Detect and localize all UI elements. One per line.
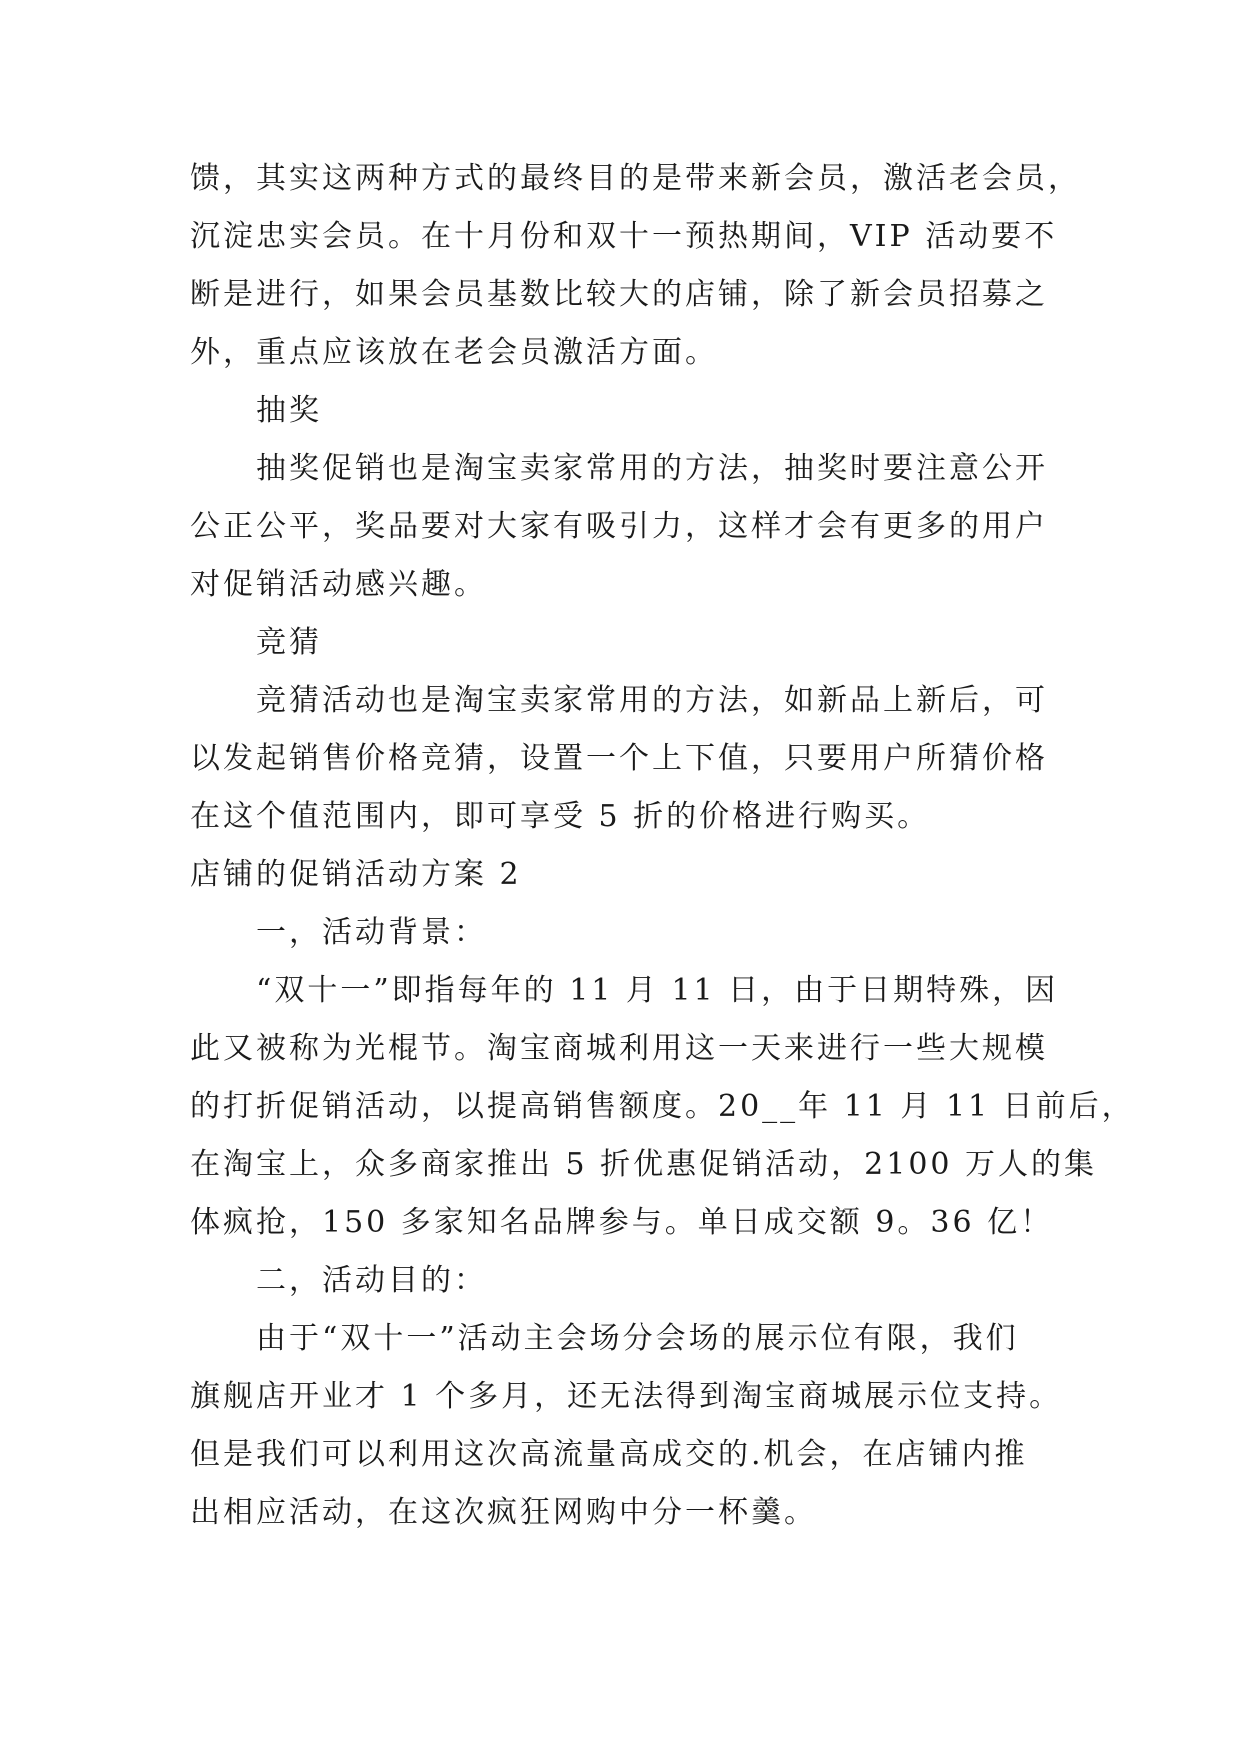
text-line: 公正公平，奖品要对大家有吸引力，这样才会有更多的用户 (190, 509, 1048, 544)
text-line: 出相应活动，在这次疯狂网购中分一杯羹。 (190, 1495, 817, 1530)
text-line: 外，重点应该放在老会员激活方面。 (190, 335, 718, 370)
text-line: 在淘宝上，众多商家推出 5 折优惠促销活动，2100 万人的集 (190, 1147, 1098, 1182)
text-line: 由于“双十一”活动主会场分会场的展示位有限，我们 (256, 1321, 1019, 1356)
text-line: 此又被称为光棍节。淘宝商城利用这一天来进行一些大规模 (190, 1031, 1048, 1066)
text-line: 抽奖促销也是淘宝卖家常用的方法，抽奖时要注意公开 (256, 451, 1048, 486)
text-line: 但是我们可以利用这次高流量高成交的.机会，在店铺内推 (190, 1437, 1028, 1472)
document-body (190, 150, 1135, 1542)
text-line: 体疯抢，150 多家知名品牌参与。单日成交额 9。36 亿！ (190, 1205, 1054, 1240)
text-line: 旗舰店开业才 1 个多月，还无法得到淘宝商城展示位支持。 (190, 1379, 1063, 1414)
text-line: 在这个值范围内，即可享受 5 折的价格进行购买。 (190, 799, 931, 834)
text-line: “双十一”即指每年的 11 月 11 日，由于日期特殊，因 (256, 973, 1059, 1008)
section-heading-lottery: 抽奖 (256, 393, 322, 428)
document-section-title: 店铺的促销活动方案 2 (190, 857, 522, 892)
text-line: 竞猜活动也是淘宝卖家常用的方法，如新品上新后，可 (256, 683, 1048, 718)
text-line: 沉淀忠实会员。在十月份和双十一预热期间，VIP 活动要不 (190, 219, 1058, 254)
section-heading-background: 一，活动背景： (256, 915, 487, 950)
text-line: 馈，其实这两种方式的最终目的是带来新会员，激活老会员， (190, 161, 1081, 196)
text-line: 对促销活动感兴趣。 (190, 567, 487, 602)
text-line: 的打折促销活动，以提高销售额度。20__年 11 月 11 日前后， (190, 1089, 1135, 1124)
text-line: 断是进行，如果会员基数比较大的店铺，除了新会员招募之 (190, 277, 1048, 312)
section-heading-purpose: 二，活动目的： (256, 1263, 487, 1298)
section-heading-guessing: 竞猜 (256, 625, 322, 660)
text-line: 以发起销售价格竞猜，设置一个上下值，只要用户所猜价格 (190, 741, 1048, 776)
